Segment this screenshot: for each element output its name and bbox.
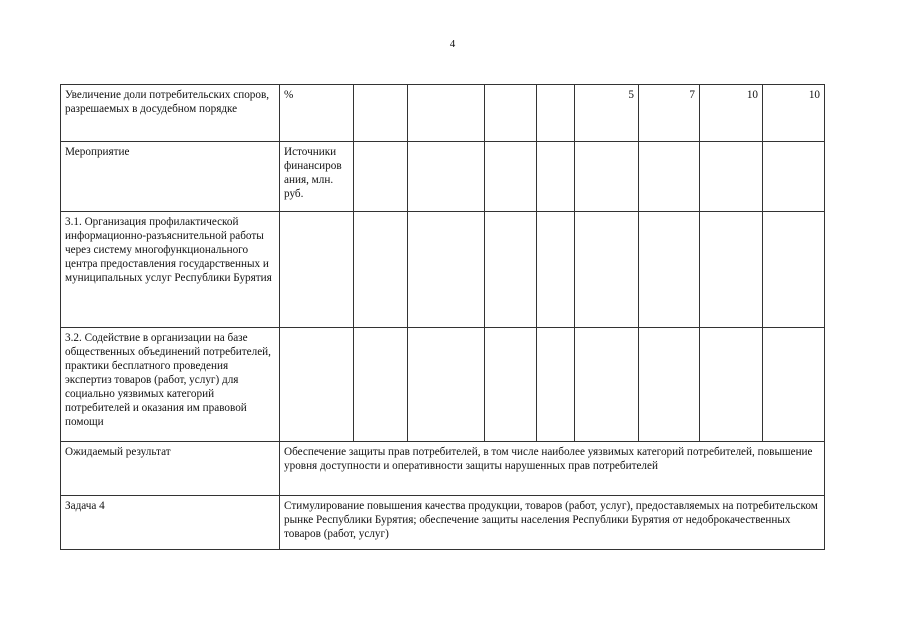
value-cell: 10 (763, 85, 825, 142)
expected-result-label: Ожидаемый результат (61, 442, 280, 496)
indicators-table (60, 84, 825, 550)
value-cell (537, 142, 575, 212)
row-label: 3.1. Организация профилактической информационно-разъяснительной работы через систему многофункционального центра предоставления государственных и муниципальных услуг Республики Бурятия (61, 212, 280, 328)
value-cell: 10 (700, 85, 763, 142)
table-row (61, 442, 825, 496)
task4-label: Задача 4 (61, 496, 280, 550)
row-label: Увеличение доли потребительских споров, разрешаемых в досудебном порядке (61, 85, 280, 142)
row-unit (280, 212, 354, 328)
value-cell (485, 142, 537, 212)
value-cell (354, 85, 408, 142)
value-cell (700, 328, 763, 442)
value-cell (485, 85, 537, 142)
table-row (61, 142, 825, 212)
value-cell: 7 (639, 85, 700, 142)
value-cell (537, 328, 575, 442)
value-cell (575, 142, 639, 212)
page-number: 4 (449, 38, 456, 50)
value-cell (763, 212, 825, 328)
task4-text: Стимулирование повышения качества продукции, товаров (работ, услуг), предоставляемых на потребительском рынке Республики Бурятия; обеспечение защиты населения Республики Бурятия от недоброкачественных товаров (работ, услуг) (280, 496, 825, 550)
value-cell (354, 328, 408, 442)
row-label: 3.2. Содействие в организации на базе общественных объединений потребителей, практики бесплатного проведения экспертиз товаров (работ, услуг) для социально уязвимых категорий потребителей и оказания им правовой помощи (61, 328, 280, 442)
expected-result-text: Обеспечение защиты прав потребителей, в том числе наиболее уязвимых категорий потребителей, повышение уровня доступности и оперативности защиты нарушенных прав потребителей (280, 442, 825, 496)
value-cell (575, 212, 639, 328)
value-cell: 5 (575, 85, 639, 142)
value-cell (639, 142, 700, 212)
row-unit: Источники финансиров ания, млн. руб. (280, 142, 354, 212)
value-cell (763, 142, 825, 212)
row-unit: % (280, 85, 354, 142)
value-cell (537, 212, 575, 328)
value-cell (408, 142, 485, 212)
value-cell (485, 328, 537, 442)
value-cell (408, 328, 485, 442)
value-cell (639, 328, 700, 442)
row-unit (280, 328, 354, 442)
table-row (61, 328, 825, 442)
value-cell (700, 142, 763, 212)
table-row (61, 85, 825, 142)
value-cell (763, 328, 825, 442)
table-row (61, 212, 825, 328)
value-cell (408, 85, 485, 142)
value-cell (639, 212, 700, 328)
value-cell (354, 142, 408, 212)
table-row (61, 496, 825, 550)
value-cell (537, 85, 575, 142)
value-cell (700, 212, 763, 328)
value-cell (354, 212, 408, 328)
row-label: Мероприятие (61, 142, 280, 212)
value-cell (575, 328, 639, 442)
value-cell (408, 212, 485, 328)
value-cell (485, 212, 537, 328)
